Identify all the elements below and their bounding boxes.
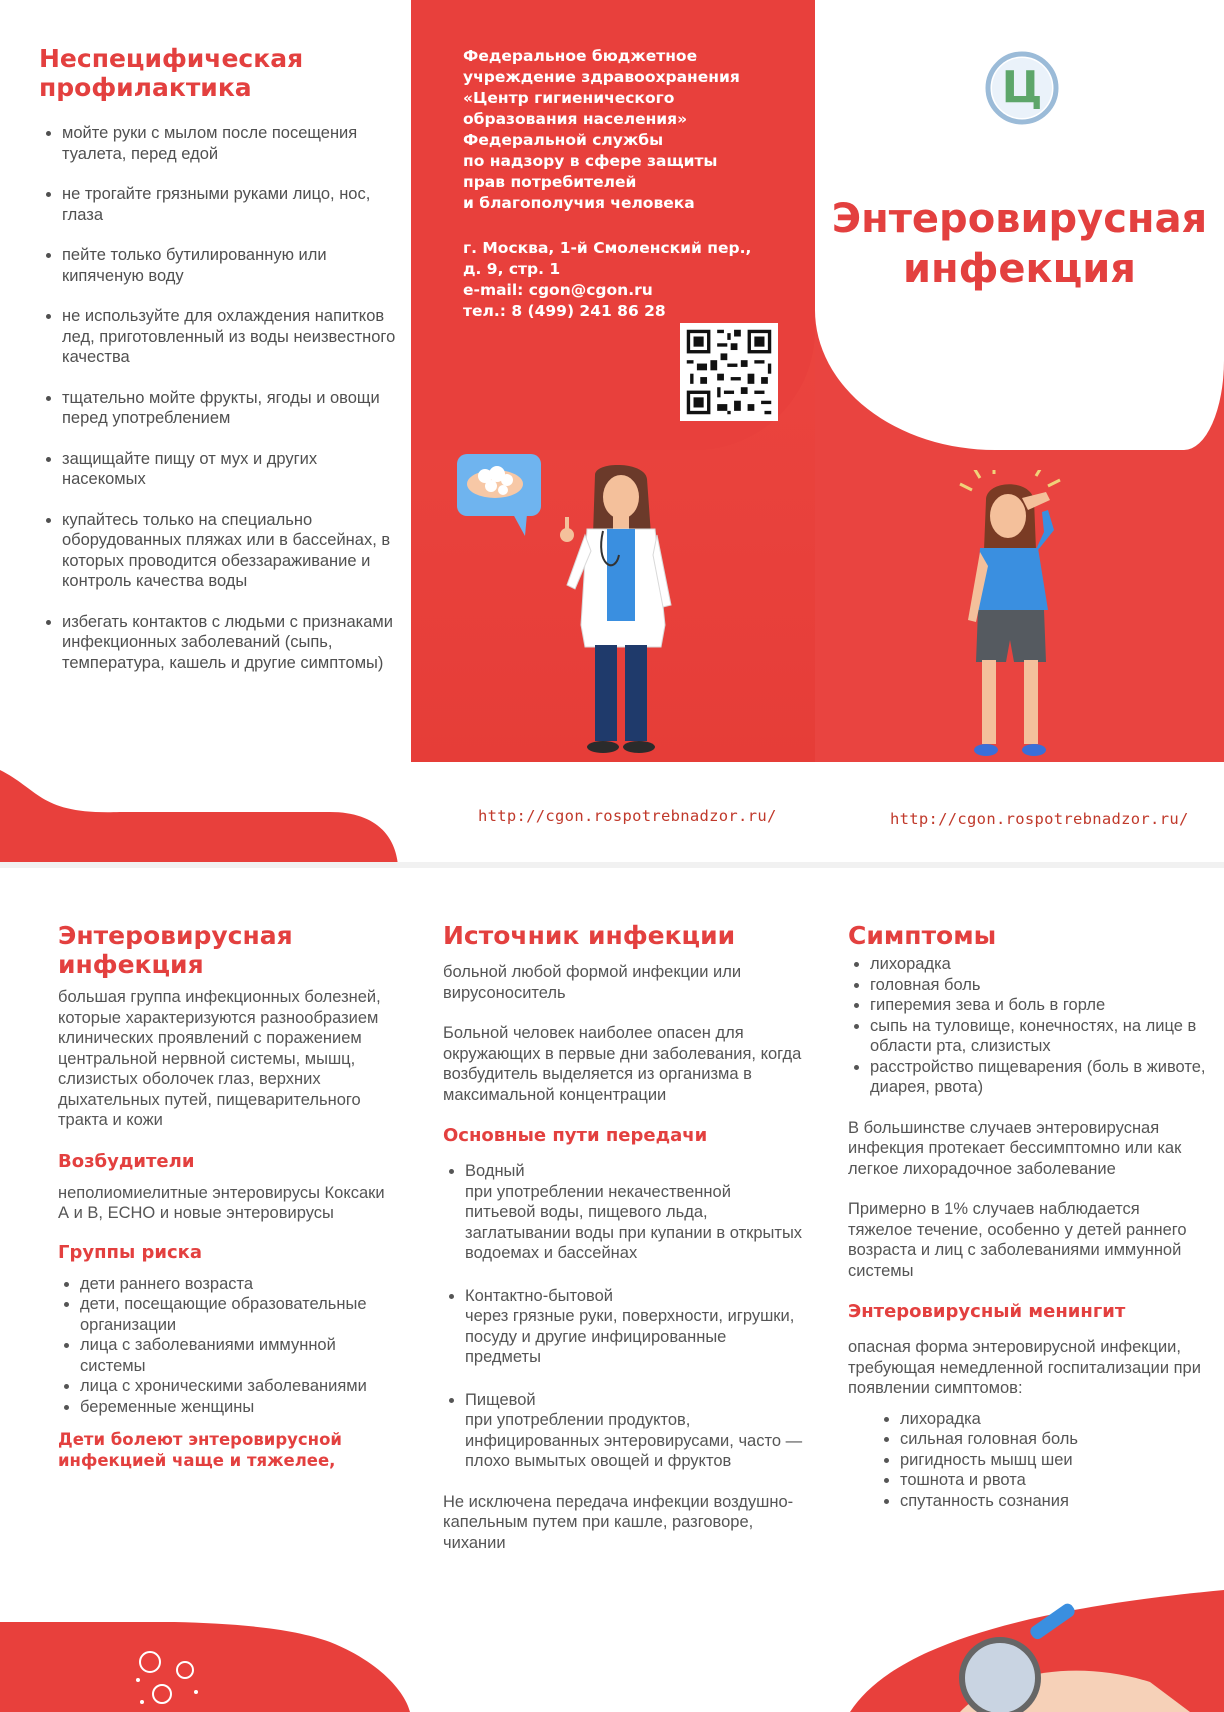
list-item: • беременные женщины: [80, 1397, 398, 1418]
handwashing-bubble-illustration: [455, 452, 545, 538]
sick-girl-illustration: [950, 470, 1080, 760]
prevention-title: Неспецифическая профилактика: [39, 44, 304, 102]
route-name: • Контактно-бытовой: [465, 1286, 614, 1305]
danger-text: Больной человек наиболее опасен для окружающих в первые дни заболевания, когда возбудитель выделяется из организма в максимальной концентрации: [443, 1024, 802, 1104]
title-line: Энтеровирусная: [831, 196, 1208, 242]
list-item: • спутанность сознания: [900, 1491, 1208, 1512]
meningitis-heading: Энтеровирусный менингит: [848, 1301, 1126, 1322]
list-item: • сильная головная боль: [900, 1429, 1208, 1450]
column-enterovirus: [58, 921, 398, 1471]
meningitis-text: опасная форма энтеровирусной инфекции, требующая немедленной госпитализации при появлении симптомов:: [848, 1338, 1201, 1397]
symptoms-list: [848, 954, 1208, 1098]
section-title: Симптомы: [848, 921, 997, 950]
section-title: Источник инфекции: [443, 921, 736, 950]
list-item: • защищайте пищу от мух и других насекомых: [62, 449, 402, 490]
qr-code[interactable]: [680, 323, 778, 421]
routes-heading: Основные пути передачи: [443, 1125, 708, 1146]
list-item: • тошнота и рвота: [900, 1470, 1208, 1491]
list-item: • не трогайте грязными руками лицо, нос, глаза: [62, 184, 402, 225]
list-item: • купайтесь только на специально оборудованных пляжах или в бассейнах, в которых проводится обеззараживание и контроль качества воды: [62, 510, 402, 592]
magnifier-hand-decoration: [850, 1590, 1224, 1712]
list-item: [465, 1286, 803, 1368]
list-item: • тщательно мойте фрукты, ягоды и овощи перед употреблением: [62, 388, 402, 429]
severe-course-text: Примерно в 1% случаев наблюдается тяжелое течение, особенно у детей раннего возраста и лиц с заболеваниями иммунной системы: [848, 1200, 1187, 1280]
list-item: • лихорадка: [900, 1409, 1208, 1430]
route-desc: при употреблении некачественной питьевой воды, пищевого льда, заглатывании воды при купании в открытых водоемах и бассейнах: [465, 1182, 803, 1262]
course-text: В большинстве случаев энтеровирусная инфекция протекает бессимптомно или как легкое лихорадочное заболевание: [848, 1118, 1182, 1178]
website-link[interactable]: http://cgon.rospotrebnadzor.ru/: [890, 810, 1189, 828]
svg-text:Ц: Ц: [1001, 62, 1043, 113]
list-item: • сыпь на туловище, конечностях, на лице в области рта, слизистых: [870, 1016, 1208, 1057]
list-item: • расстройство пищеварения (боль в животе, диарея, рвота): [870, 1057, 1208, 1098]
route-name: • Пищевой: [465, 1390, 536, 1409]
list-item: • лица с хроническими заболеваниями: [80, 1376, 398, 1397]
decorative-wave: [0, 770, 400, 865]
airborne-text: Не исключена передача инфекции воздушно-капельным путем при кашле, разговоре, чихании: [443, 1492, 794, 1552]
title-line: инфекция: [903, 246, 1136, 292]
section-title: Энтеровирусная инфекция: [58, 921, 293, 979]
list-item: [465, 1390, 803, 1472]
list-item: [465, 1161, 803, 1264]
website-link[interactable]: http://cgon.rospotrebnadzor.ru/: [478, 807, 777, 825]
children-note: Дети болеют энтеровирусной инфекцией чаще и тяжелее,: [58, 1430, 342, 1470]
organization-name: Федеральное бюджетное учреждение здравоохранения «Центр гигиенического образования населения» Федеральной службы по надзору в сфере защиты прав потребителей и благополучия человека: [463, 47, 740, 212]
list-item: • лица с заболеваниями иммунной системы: [80, 1335, 398, 1376]
page-divider: [0, 862, 1224, 868]
column-source: [443, 921, 803, 1553]
list-item: • пейте только бутилированную или кипяченую воду: [62, 245, 402, 286]
list-item: • ригидность мышц шеи: [900, 1450, 1208, 1471]
list-item: • гиперемия зева и боль в горле: [870, 995, 1208, 1016]
doctor-illustration: [555, 465, 695, 755]
list-item: • дети, посещающие образовательные организации: [80, 1294, 398, 1335]
routes-list: [443, 1161, 803, 1472]
pathogens-text: неполиомиелитные энтеровирусы Коксаки А и В, ЕСНО и новые энтеровирусы: [58, 1183, 385, 1222]
list-item: • не используйте для охлаждения напитков лед, приготовленный из воды неизвестного качества: [62, 306, 402, 368]
list-item: • лихорадка: [870, 954, 1208, 975]
virus-decoration: [0, 1622, 410, 1712]
qr-code-icon: [680, 323, 778, 421]
route-name: • Водный: [465, 1162, 525, 1180]
list-item: • головная боль: [870, 975, 1208, 996]
risk-groups-heading: Группы риска: [58, 1241, 203, 1263]
column-symptoms: [848, 921, 1208, 1511]
prevention-list: [40, 123, 402, 693]
list-item: • дети раннего возраста: [80, 1274, 398, 1295]
intro-text: большая группа инфекционных болезней, которые характеризуются разнообразием клинических проявлений с поражением центральной нервной системы, мышц, слизистых оболочек глаз, верхних дыхательных путей, пищеварительного тракта и кожи: [58, 988, 381, 1129]
risk-groups-list: [58, 1274, 398, 1418]
route-desc: через грязные руки, поверхности, игрушки, посуду и другие инфицированные предметы: [465, 1307, 795, 1366]
pathogens-heading: Возбудители: [58, 1150, 195, 1172]
contact-info: г. Москва, 1-й Смоленский пер., д. 9, стр. 1 e-mail: cgon@cgon.ru тел.: 8 (499) 241 86 28: [463, 239, 752, 320]
list-item: • избегать контактов с людьми с признаками инфекционных заболеваний (сыпь, температура, кашель и другие симптомы): [62, 612, 402, 674]
route-desc: при употреблении продуктов, инфицированных энтеровирусами, часто — плохо вымытых овощей и фруктов: [465, 1411, 803, 1470]
source-text: больной любой формой инфекции или вирусоноситель: [443, 963, 742, 1002]
cgon-logo-icon: [984, 50, 1060, 126]
list-item: • мойте руки с мылом после посещения туалета, перед едой: [62, 123, 402, 164]
meningitis-symptoms-list: [848, 1409, 1208, 1512]
brochure-title: [815, 194, 1224, 294]
